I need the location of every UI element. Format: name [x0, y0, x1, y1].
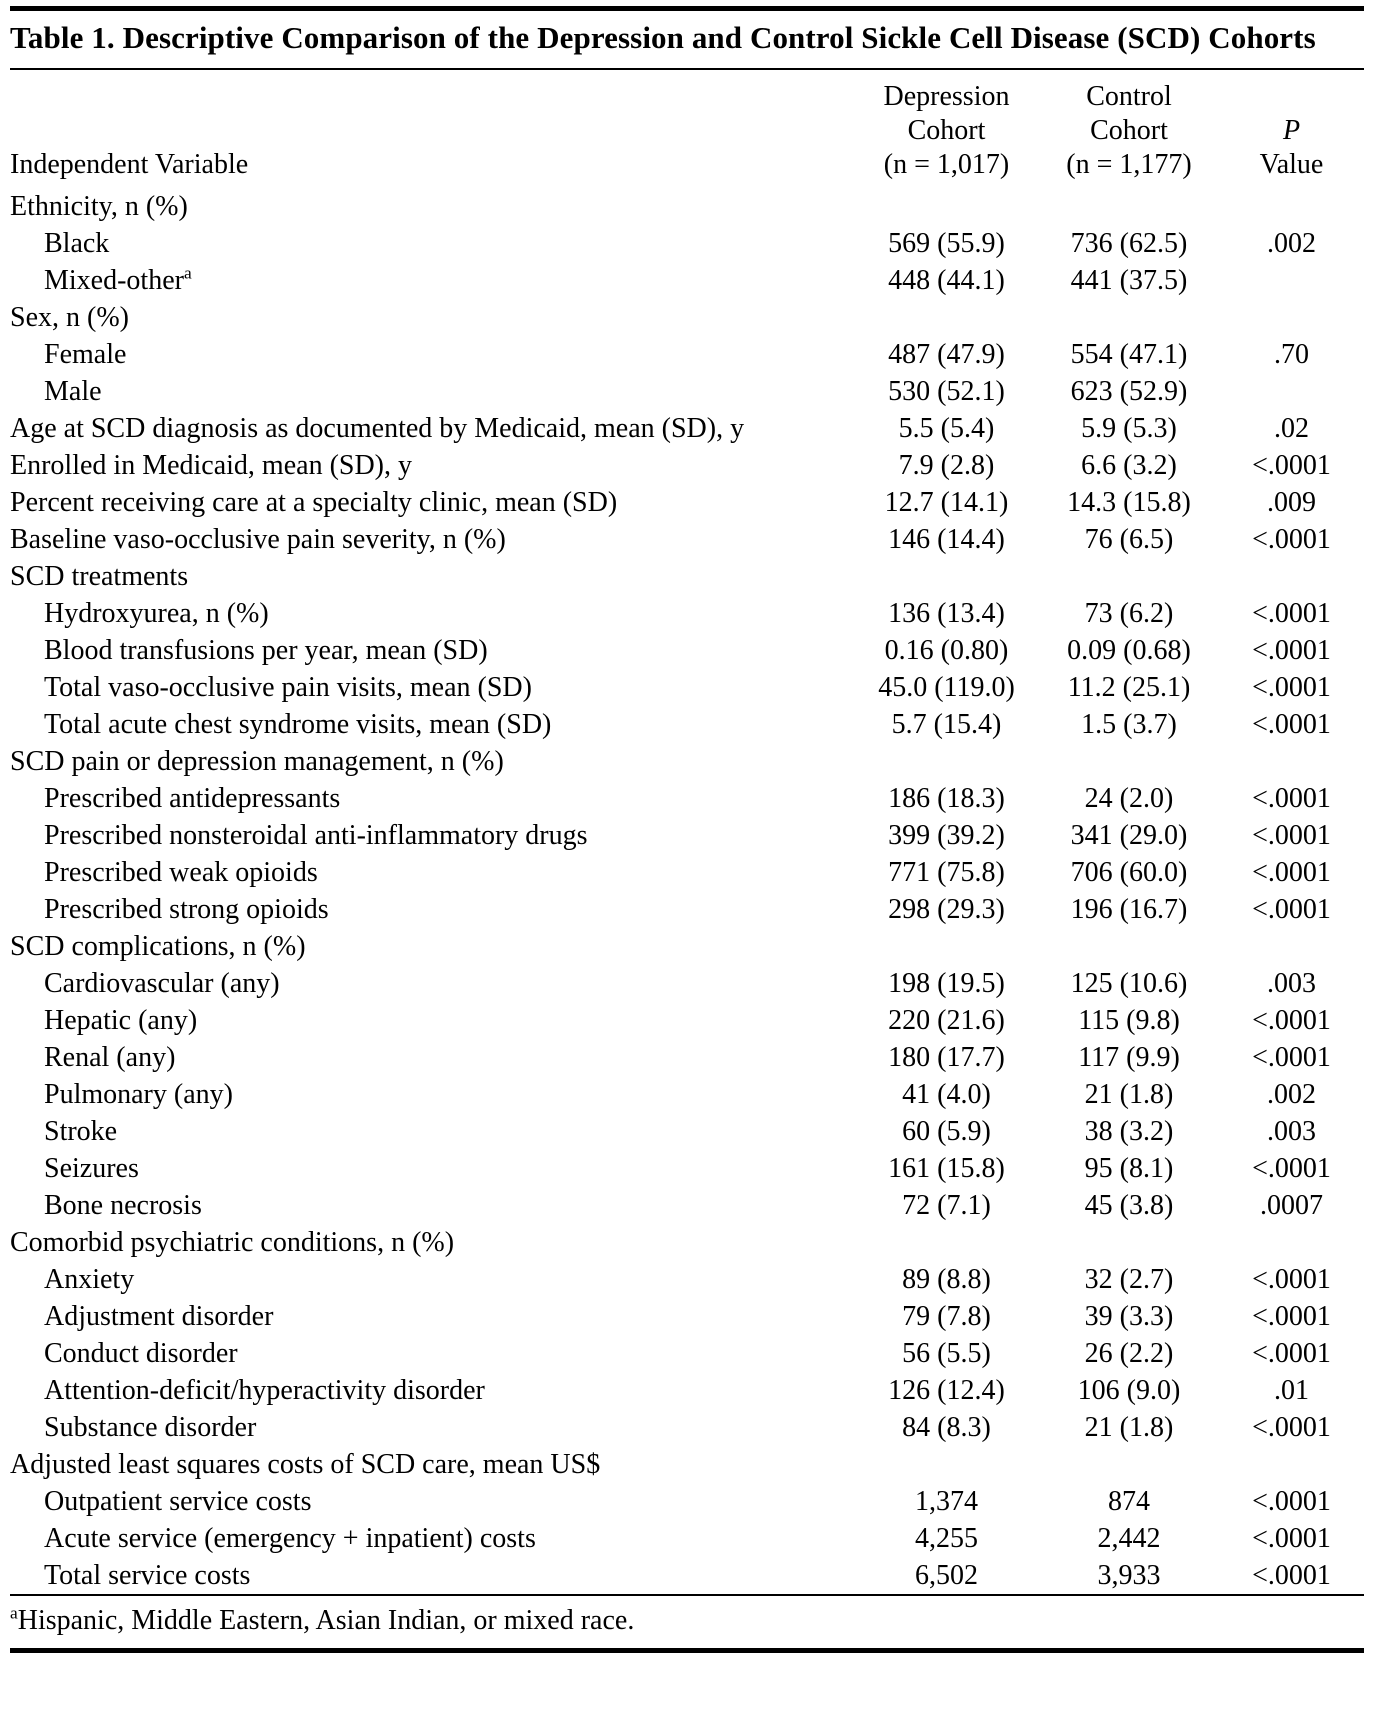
table-row: [10, 1335, 1364, 1372]
control-cohort-value: 2,442: [1097, 1522, 1161, 1554]
depression-cohort-value: 79 (7.8): [902, 1300, 991, 1332]
p-value: [1219, 928, 1364, 965]
control-cohort-value: 38 (3.2): [1084, 1115, 1174, 1147]
p-value: .0007: [1260, 1189, 1323, 1221]
p-value: <.0001: [1252, 1300, 1331, 1332]
row-label: Attention-deficit/hyperactivity disorder: [44, 1374, 485, 1406]
table-row: [10, 373, 1364, 410]
control-cohort-value: 0.09 (0.68): [1067, 634, 1191, 666]
table-row: [10, 595, 1364, 632]
table-row: [10, 1187, 1364, 1224]
control-cohort-value: [1039, 1446, 1219, 1483]
p-value: <.0001: [1252, 1337, 1331, 1369]
depression-cohort-value: 5.5 (5.4): [898, 412, 995, 444]
row-label: Male: [44, 375, 102, 407]
p-value: [1219, 558, 1364, 595]
table-row: [10, 891, 1364, 928]
depression-cohort-value: 569 (55.9): [888, 227, 1005, 259]
control-cohort-value: 6.6 (3.2): [1081, 449, 1177, 481]
row-label: Enrolled in Medicaid, mean (SD), y: [10, 449, 413, 481]
control-cohort-value: 45 (3.8): [1084, 1189, 1174, 1221]
row-label: Age at SCD diagnosis as documented by Medicaid, mean (SD), y: [10, 412, 745, 444]
bottom-rule: [10, 1648, 1364, 1653]
table-header: [10, 70, 1364, 188]
table-row: [10, 1520, 1364, 1557]
p-value: <.0001: [1252, 819, 1331, 851]
depression-cohort-value: 6,502: [915, 1559, 978, 1591]
independent-variable-label: Independent Variable: [10, 148, 249, 180]
control-cohort-value: [1039, 188, 1219, 225]
footnote-marker-ref: a: [183, 263, 192, 283]
depression-cohort-value: 56 (5.5): [902, 1337, 991, 1369]
row-label: Adjustment disorder: [44, 1300, 274, 1332]
depression-cohort-value: 487 (47.9): [888, 338, 1005, 370]
depression-header-line1: Depression: [883, 80, 1010, 112]
control-cohort-value: 3,933: [1097, 1559, 1161, 1591]
depression-cohort-value: 180 (17.7): [888, 1041, 1005, 1073]
row-label: SCD pain or depression management, n (%): [10, 745, 504, 777]
table-row: [10, 1298, 1364, 1335]
row-label: Total vaso-occlusive pain visits, mean (SD): [44, 671, 532, 703]
table-row: [10, 262, 1364, 299]
p-value: <.0001: [1252, 1004, 1331, 1036]
p-value: .003: [1267, 1115, 1316, 1147]
control-cohort-value: 73 (6.2): [1084, 597, 1174, 629]
depression-cohort-value: 220 (21.6): [888, 1004, 1005, 1036]
depression-cohort-value: [854, 1224, 1039, 1261]
p-value: .009: [1267, 486, 1316, 518]
row-label: Outpatient service costs: [44, 1485, 312, 1517]
p-value: <.0001: [1252, 449, 1331, 481]
control-cohort-value: [1039, 299, 1219, 336]
table-row: [10, 447, 1364, 484]
depression-cohort-value: 72 (7.1): [902, 1189, 991, 1221]
table-row: [10, 336, 1364, 373]
control-cohort-value: 196 (16.7): [1070, 893, 1188, 925]
row-label: Sex, n (%): [10, 301, 129, 333]
row-label: Blood transfusions per year, mean (SD): [44, 634, 488, 666]
depression-header-line3: (n = 1,017): [883, 148, 1010, 180]
section-header-row: [10, 743, 1364, 780]
p-value: .01: [1274, 1374, 1309, 1406]
p-header-line2: Value: [1259, 148, 1324, 180]
control-cohort-value: [1039, 743, 1219, 780]
row-label: Ethnicity, n (%): [10, 190, 188, 222]
depression-cohort-value: [854, 1446, 1039, 1483]
control-cohort-value: 554 (47.1): [1070, 338, 1188, 370]
control-cohort-value: 1.5 (3.7): [1081, 708, 1177, 740]
depression-cohort-value: 45.0 (119.0): [878, 671, 1015, 703]
depression-cohort-value: 136 (13.4): [888, 597, 1005, 629]
table-title: Table 1. Descriptive Comparison of the Depression and Control Sickle Cell Disease (SCD) Cohorts: [10, 20, 1316, 55]
depression-cohort-value: 399 (39.2): [888, 819, 1005, 851]
control-cohort-value: 341 (29.0): [1070, 819, 1188, 851]
p-value: <.0001: [1252, 893, 1331, 925]
depression-cohort-value: 146 (14.4): [888, 523, 1005, 555]
control-cohort-value: 623 (52.9): [1070, 375, 1188, 407]
table-row: [10, 817, 1364, 854]
control-cohort-value: [1039, 558, 1219, 595]
control-header-line2: Cohort: [1090, 114, 1168, 146]
depression-cohort-value: 12.7 (14.1): [884, 486, 1009, 518]
table-body: [10, 188, 1364, 1594]
table-row: [10, 669, 1364, 706]
depression-cohort-value: 448 (44.1): [888, 264, 1005, 296]
row-label: Substance disorder: [44, 1411, 257, 1443]
row-label: Cardiovascular (any): [44, 967, 280, 999]
depression-cohort-value: [854, 299, 1039, 336]
footnote-marker: a: [10, 1603, 18, 1623]
section-header-row: [10, 928, 1364, 965]
p-value: [1219, 743, 1364, 780]
control-cohort-value: 21 (1.8): [1084, 1078, 1174, 1110]
table-row: [10, 1372, 1364, 1409]
row-label: Stroke: [44, 1115, 118, 1147]
p-value: .002: [1267, 1078, 1316, 1110]
p-value: <.0001: [1252, 1559, 1331, 1591]
row-label: Baseline vaso-occlusive pain severity, n (%): [10, 523, 506, 555]
table-row: [10, 1150, 1364, 1187]
p-value: <.0001: [1252, 856, 1331, 888]
footnote-text: Hispanic, Middle Eastern, Asian Indian, or mixed race.: [17, 1604, 635, 1636]
depression-cohort-value: [854, 188, 1039, 225]
row-label: SCD complications, n (%): [10, 930, 306, 962]
control-cohort-value: 14.3 (15.8): [1067, 486, 1191, 518]
control-cohort-value: 125 (10.6): [1070, 967, 1188, 999]
depression-cohort-value: 161 (15.8): [888, 1152, 1005, 1184]
p-value: .70: [1274, 338, 1309, 370]
depression-cohort-value: 298 (29.3): [888, 893, 1005, 925]
row-label: Total acute chest syndrome visits, mean (SD): [44, 708, 552, 740]
p-value: <.0001: [1252, 1041, 1331, 1073]
depression-cohort-value: 60 (5.9): [902, 1115, 991, 1147]
depression-cohort-value: 771 (75.8): [888, 856, 1005, 888]
p-value: [1219, 262, 1364, 299]
control-cohort-value: 736 (62.5): [1070, 227, 1188, 259]
table-row: [10, 780, 1364, 817]
row-label: Total service costs: [44, 1559, 251, 1591]
depression-cohort-value: 198 (19.5): [888, 967, 1005, 999]
control-cohort-value: 441 (37.5): [1070, 264, 1188, 296]
table-footnote: [10, 1596, 1364, 1648]
row-label: Hydroxyurea, n (%): [44, 597, 269, 629]
section-header-row: [10, 1446, 1364, 1483]
control-cohort-value: 76 (6.5): [1084, 523, 1174, 555]
p-value: .02: [1274, 412, 1309, 444]
table-row: [10, 965, 1364, 1002]
row-label: Adjusted least squares costs of SCD care, mean US$: [10, 1448, 601, 1480]
row-label: Percent receiving care at a specialty clinic, mean (SD): [10, 486, 618, 518]
p-value: [1219, 1224, 1364, 1261]
depression-cohort-value: 1,374: [915, 1485, 978, 1517]
control-cohort-value: 106 (9.0): [1077, 1374, 1181, 1406]
p-value: <.0001: [1252, 1522, 1331, 1554]
depression-header-line2: Cohort: [907, 114, 986, 146]
table-row: [10, 1039, 1364, 1076]
row-label: Anxiety: [44, 1263, 135, 1295]
p-value: <.0001: [1252, 634, 1331, 666]
table-row: [10, 632, 1364, 669]
row-label: Prescribed strong opioids: [44, 893, 329, 925]
control-cohort-value: [1039, 928, 1219, 965]
p-value: <.0001: [1252, 1263, 1331, 1295]
section-header-row: [10, 188, 1364, 225]
control-cohort-value: 95 (8.1): [1084, 1152, 1174, 1184]
control-cohort-value: 117 (9.9): [1078, 1041, 1180, 1073]
row-label: Female: [44, 338, 127, 370]
depression-cohort-value: 41 (4.0): [902, 1078, 991, 1110]
row-label: Prescribed antidepressants: [44, 782, 341, 814]
column-header-independent-variable: [10, 70, 854, 188]
control-header-line1: Control: [1086, 80, 1172, 112]
depression-cohort-value: 0.16 (0.80): [884, 634, 1009, 666]
row-label: Mixed-other$^a$: [44, 263, 192, 296]
table-row: [10, 854, 1364, 891]
depression-cohort-value: 186 (18.3): [888, 782, 1005, 814]
control-cohort-value: 21 (1.8): [1084, 1411, 1174, 1443]
row-label: Renal (any): [44, 1041, 176, 1073]
row-label: Acute service (emergency + inpatient) costs: [44, 1522, 536, 1554]
p-value: .002: [1267, 227, 1316, 259]
column-header-depression-cohort: [854, 70, 1039, 188]
p-value: [1219, 299, 1364, 336]
row-label: Bone necrosis: [44, 1189, 202, 1221]
section-header-row: [10, 299, 1364, 336]
p-value: <.0001: [1252, 708, 1331, 740]
p-value: <.0001: [1252, 1152, 1331, 1184]
row-label: Pulmonary (any): [44, 1078, 233, 1110]
control-cohort-value: 32 (2.7): [1084, 1263, 1174, 1295]
table-row: [10, 225, 1364, 262]
p-value: <.0001: [1252, 597, 1331, 629]
control-cohort-value: 26 (2.2): [1084, 1337, 1174, 1369]
control-header-line3: (n = 1,177): [1066, 148, 1192, 180]
p-value: <.0001: [1252, 671, 1331, 703]
control-cohort-value: [1039, 1224, 1219, 1261]
p-value: [1219, 188, 1364, 225]
control-cohort-value: 11.2 (25.1): [1067, 671, 1191, 703]
row-label: Conduct disorder: [44, 1337, 238, 1369]
table-row: [10, 1261, 1364, 1298]
depression-cohort-value: 84 (8.3): [902, 1411, 991, 1443]
depression-cohort-value: 7.9 (2.8): [898, 449, 995, 481]
column-header-control-cohort: [1039, 70, 1219, 188]
row-label: Hepatic (any): [44, 1004, 198, 1036]
row-label: SCD treatments: [10, 560, 189, 592]
row-label: Prescribed weak opioids: [44, 856, 318, 888]
table-row: [10, 1483, 1364, 1520]
control-cohort-value: 874: [1108, 1485, 1150, 1517]
depression-cohort-value: [854, 558, 1039, 595]
column-header-p-value: [1219, 70, 1364, 188]
table-row: [10, 1002, 1364, 1039]
depression-cohort-value: 4,255: [915, 1522, 978, 1554]
table-row: [10, 484, 1364, 521]
control-cohort-value: 39 (3.3): [1084, 1300, 1174, 1332]
control-cohort-value: 24 (2.0): [1084, 782, 1174, 814]
top-rule: [10, 6, 1364, 11]
row-label: Prescribed nonsteroidal anti-inflammatory drugs: [44, 819, 588, 851]
table-row: [10, 410, 1364, 447]
control-cohort-value: 115 (9.8): [1078, 1004, 1180, 1036]
p-value: [1219, 373, 1364, 410]
table-row: [10, 1409, 1364, 1446]
depression-cohort-value: [854, 928, 1039, 965]
section-header-row: [10, 1224, 1364, 1261]
header-row: [10, 70, 1364, 188]
table-row: [10, 1557, 1364, 1594]
row-label: Comorbid psychiatric conditions, n (%): [10, 1226, 455, 1258]
depression-cohort-value: 530 (52.1): [888, 375, 1005, 407]
depression-cohort-value: [854, 743, 1039, 780]
table-row: [10, 521, 1364, 558]
table-row: [10, 1113, 1364, 1150]
p-value: <.0001: [1252, 1411, 1331, 1443]
p-header-line1: P: [1282, 114, 1301, 146]
section-header-row: [10, 558, 1364, 595]
p-value: <.0001: [1252, 782, 1331, 814]
row-label: Black: [44, 227, 110, 259]
control-cohort-value: 706 (60.0): [1070, 856, 1188, 888]
depression-cohort-value: 126 (12.4): [888, 1374, 1005, 1406]
p-value: [1219, 1446, 1364, 1483]
depression-cohort-value: 5.7 (15.4): [891, 708, 1002, 740]
table-row: [10, 1076, 1364, 1113]
p-value: <.0001: [1252, 523, 1331, 555]
control-cohort-value: 5.9 (5.3): [1081, 412, 1177, 444]
comparison-table: [10, 70, 1364, 1594]
table-row: [10, 706, 1364, 743]
depression-cohort-value: 89 (8.8): [902, 1263, 991, 1295]
p-value: .003: [1267, 967, 1316, 999]
row-label: Seizures: [44, 1152, 139, 1184]
p-value: <.0001: [1252, 1485, 1331, 1517]
